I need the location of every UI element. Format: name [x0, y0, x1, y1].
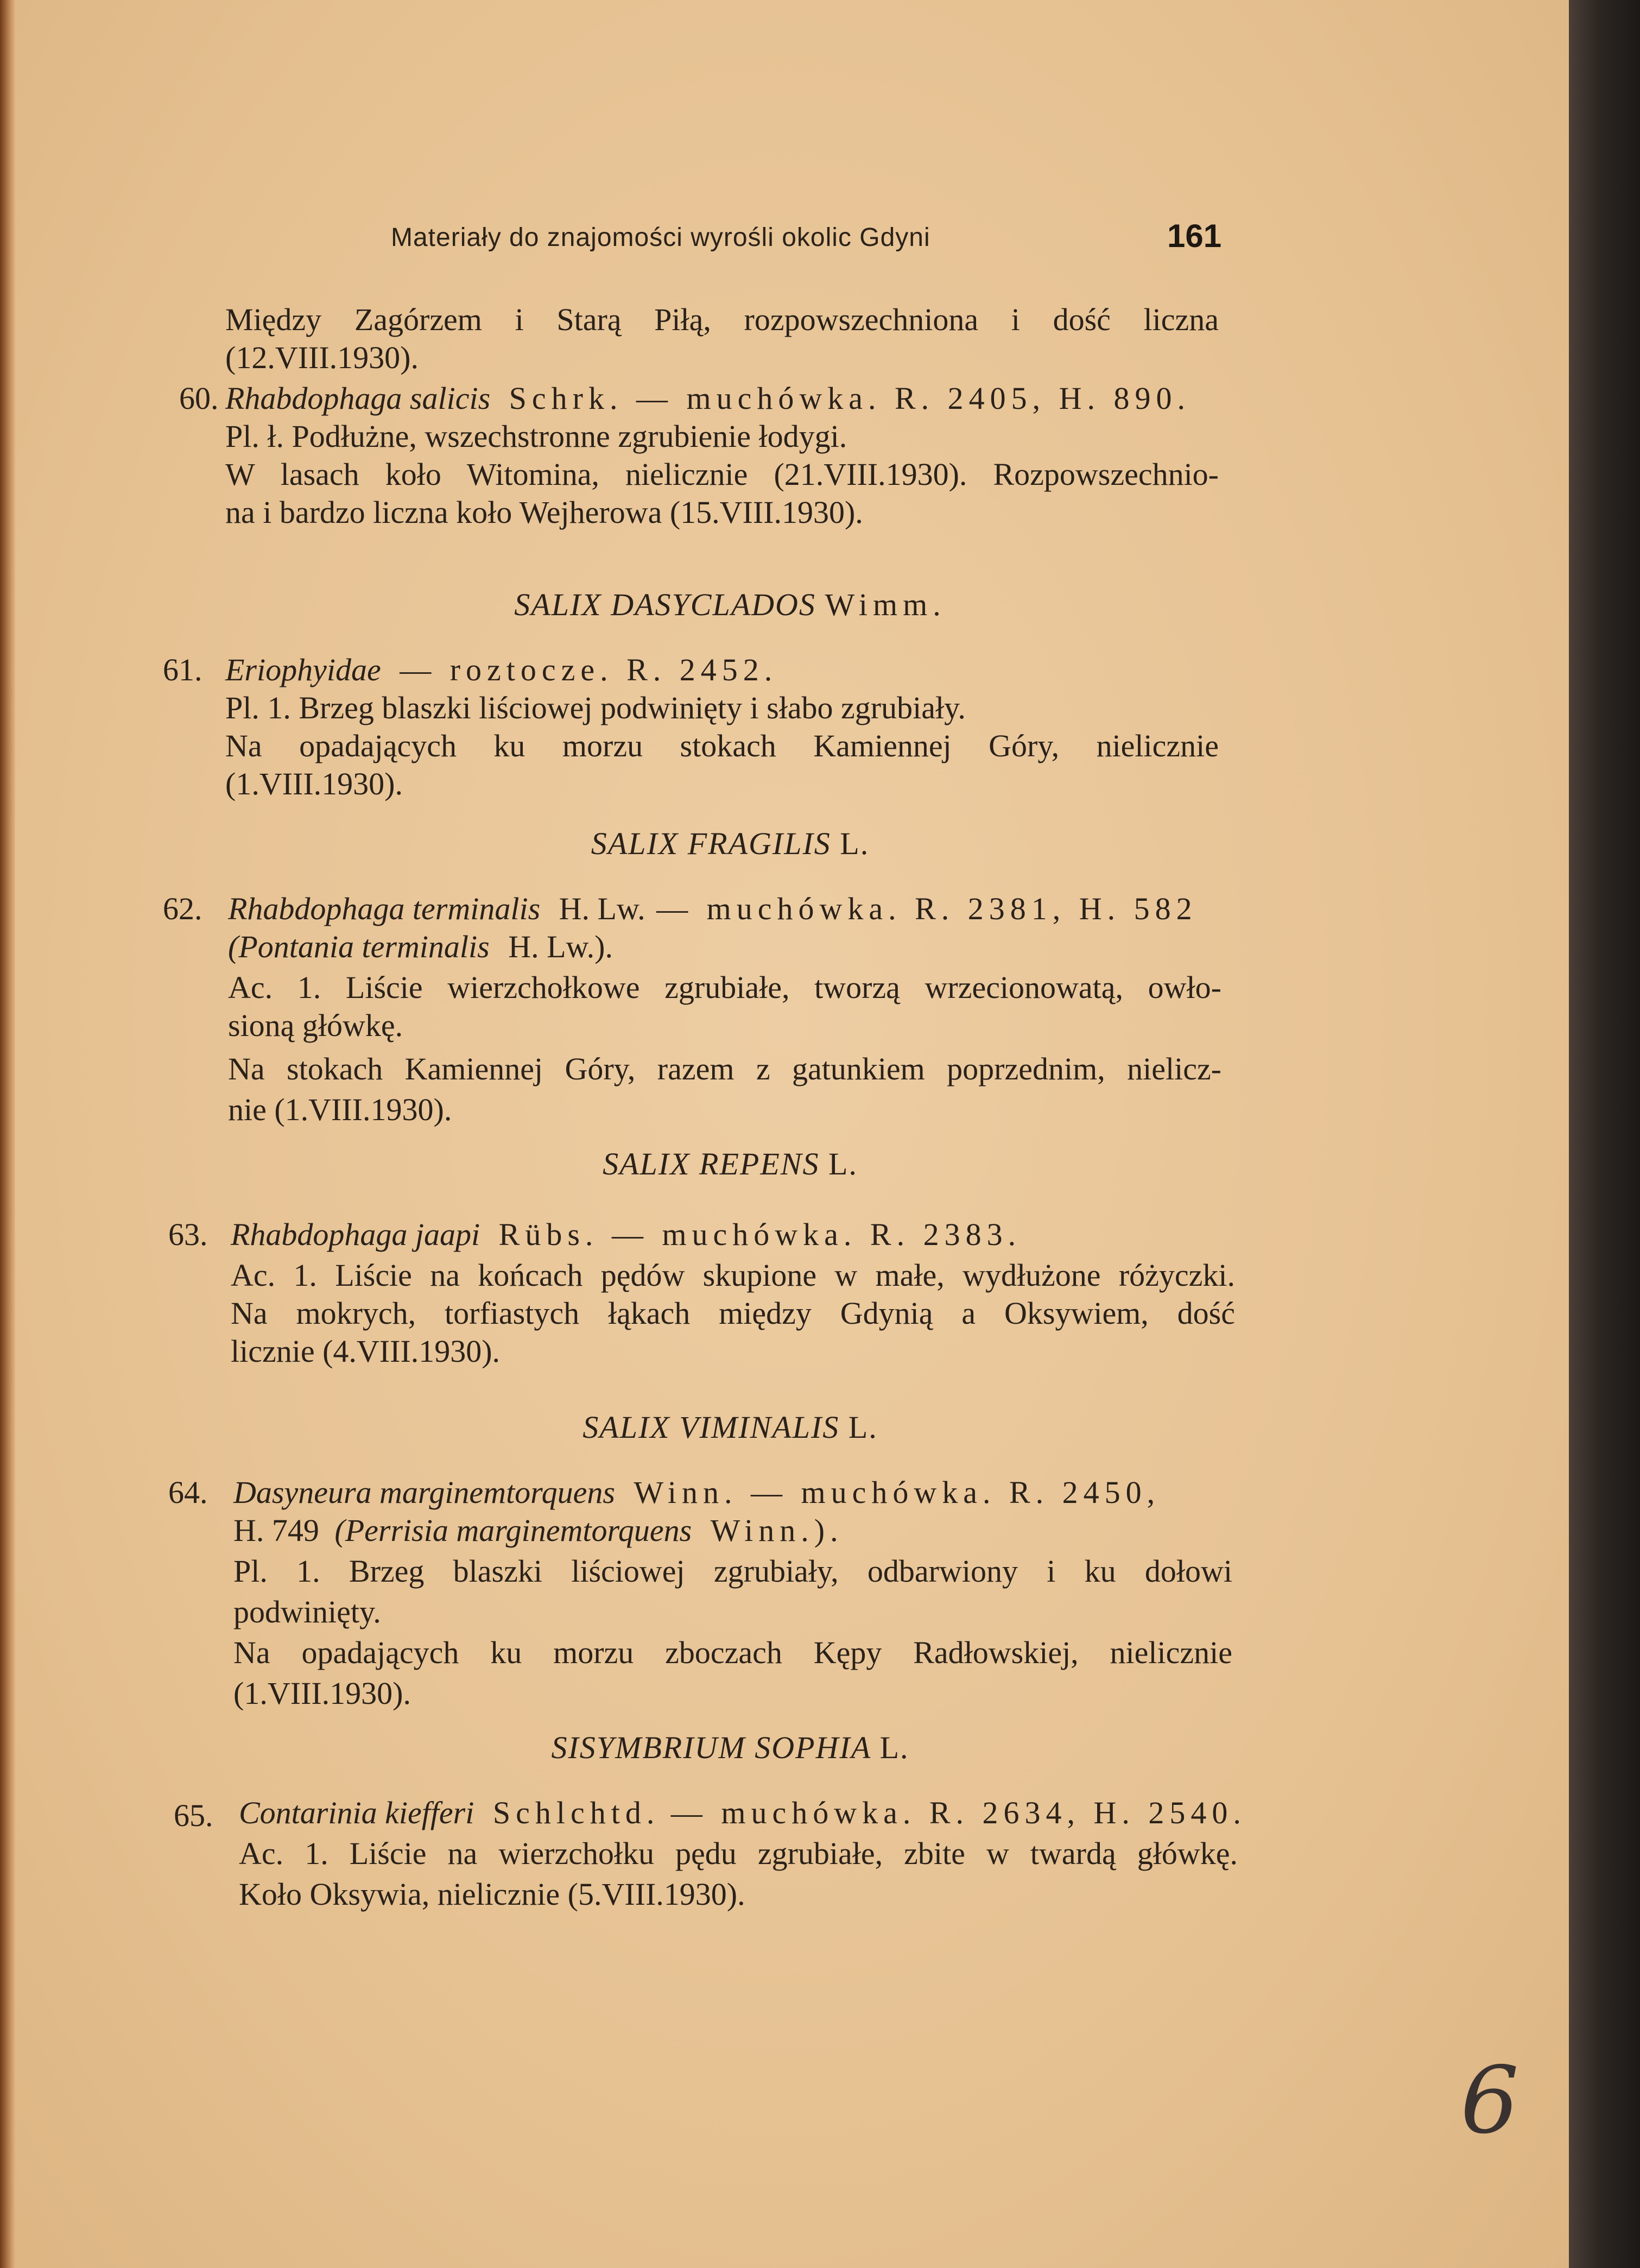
genus-heading [228, 1146, 1232, 1182]
heading-author: L. [879, 1730, 909, 1765]
heading-name: SALIX REPENS [603, 1146, 820, 1182]
text-line: Pl. 1. Brzeg blaszki liściowej podwinięty i słabo zgrubiały. [225, 690, 966, 725]
entry-rest: — roztocze. R. 2452. [400, 652, 778, 687]
text-line: Pl. 1. Brzeg blaszki liściowej zgrubiały, odbarwiony i ku dołowi [233, 1553, 1232, 1589]
heading-author: Wimm. [825, 587, 946, 622]
entry-title-line [225, 652, 777, 688]
author-name: Schlchtd. [492, 1795, 660, 1830]
synonym-line [228, 928, 613, 965]
text-line: W lasach koło Witomina, nielicznie (21.VIII.1930). Rozpowszechnio- [225, 457, 1219, 492]
entry-rest: — muchówka. R. 2634, H. 2540. [670, 1795, 1246, 1830]
heading-author: L. [828, 1146, 858, 1182]
text-line: Ac. 1. Liście wierzchołkowe zgrubiałe, tworzą wrzecionowatą, owło- [228, 970, 1221, 1005]
text-line: Koło Oksywia, nielicznie (5.VIII.1930). [239, 1877, 745, 1912]
text-line: Na mokrych, torfiastych łąkach między Gdynią a Oksywiem, dość [231, 1296, 1235, 1331]
entry-rest: — muchówka. R. 2383. [611, 1217, 1022, 1252]
entry-number: 65. [174, 1798, 213, 1833]
text-line: Między Zagórzem i Starą Piłą, rozpowszechniona i dość liczna [225, 302, 1219, 337]
species-name: Rhabdophaga jaapi [231, 1217, 480, 1252]
author-name: Winn. [634, 1475, 738, 1510]
synonym-author: H. Lw.). [508, 929, 613, 964]
page-number: 161 [1167, 218, 1222, 254]
entry-number: 63. [168, 1217, 208, 1252]
entry-title-line [233, 1474, 1160, 1511]
species-name: Rhabdophaga salicis [225, 381, 491, 416]
species-name: Rhabdophaga terminalis [228, 891, 541, 926]
entry-number: 61. [163, 652, 202, 687]
author-name: H. Lw. [559, 891, 645, 926]
genus-heading [228, 1409, 1232, 1445]
author-name: Rübs. [498, 1217, 599, 1252]
text-line: nie (1.VIII.1930). [228, 1092, 452, 1127]
text-line: Pl. ł. Podłużne, wszechstronne zgrubienie łodygi. [225, 419, 847, 454]
text-line: podwinięty. [233, 1594, 381, 1629]
synonym-name: (Pontania terminalis [228, 929, 490, 964]
heading-name: SALIX DASYCLADOS [514, 587, 816, 622]
entry-number: 62. [163, 891, 202, 926]
genus-heading [228, 1729, 1232, 1766]
text-line: sioną główkę. [228, 1008, 403, 1043]
species-name: Dasyneura marginemtorquens [233, 1475, 615, 1510]
text-line: Na opadających ku morzu stokach Kamiennej Góry, nielicznie [225, 728, 1219, 763]
text-line: (1.VIII.1930). [233, 1676, 411, 1711]
genus-heading [228, 825, 1232, 862]
genus-heading [228, 586, 1232, 623]
running-header: Materiały do znajomości wyrośli okolic Gdyni [391, 223, 930, 252]
page-binding [0, 0, 15, 2268]
entry-title-line [231, 1216, 1021, 1253]
text-line: Na opadających ku morzu zboczach Kępy Radłowskiej, nielicznie [233, 1635, 1232, 1670]
entry-rest: — muchówka. R. 2381, H. 582 [656, 891, 1198, 926]
text-line: Na stokach Kamiennej Góry, razem z gatunkiem poprzednim, nielicz- [228, 1051, 1221, 1086]
text-line: Ac. 1. Liście na końcach pędów skupione w małe, wydłużone różyczki. [231, 1258, 1235, 1293]
text-line: (1.VIII.1930). [225, 766, 403, 801]
host-ref: H. 749 [233, 1513, 319, 1548]
heading-name: SISYMBRIUM SOPHIA [551, 1730, 871, 1765]
synonym-line [233, 1512, 844, 1549]
synonym-author: Winn.). [710, 1513, 844, 1548]
text-line: Ac. 1. Liście na wierzchołku pędu zgrubiałe, zbite w twardą główkę. [239, 1836, 1238, 1871]
scan-edge [1569, 0, 1640, 2268]
text-line: na i bardzo liczna koło Wejherowa (15.VIII.1930). [225, 495, 863, 530]
entry-title-line [239, 1795, 1246, 1831]
author-name: Schrk. [509, 381, 623, 416]
heading-name: SALIX FRAGILIS [591, 826, 831, 861]
entry-rest: — muchówka. R. 2405, H. 890. [636, 381, 1191, 416]
entry-rest: — muchówka. R. 2450, [750, 1475, 1161, 1510]
species-name: Eriophyidae [225, 652, 381, 687]
heading-author: L. [840, 826, 870, 861]
heading-name: SALIX VIMINALIS [582, 1410, 840, 1445]
entry-title-line [228, 890, 1198, 927]
handwritten-mark: 6 [1460, 2047, 1519, 2155]
text-line: (12.VIII.1930). [225, 340, 419, 375]
species-name: Contarinia kiefferi [239, 1795, 474, 1830]
text-line: licznie (4.VIII.1930). [231, 1334, 501, 1369]
entry-number: 60. [179, 381, 219, 416]
synonym-name: (Perrisia marginemtorquens [334, 1513, 692, 1548]
heading-author: L. [848, 1410, 878, 1445]
entry-number: 64. [168, 1475, 208, 1510]
entry-title-line [225, 380, 1191, 416]
